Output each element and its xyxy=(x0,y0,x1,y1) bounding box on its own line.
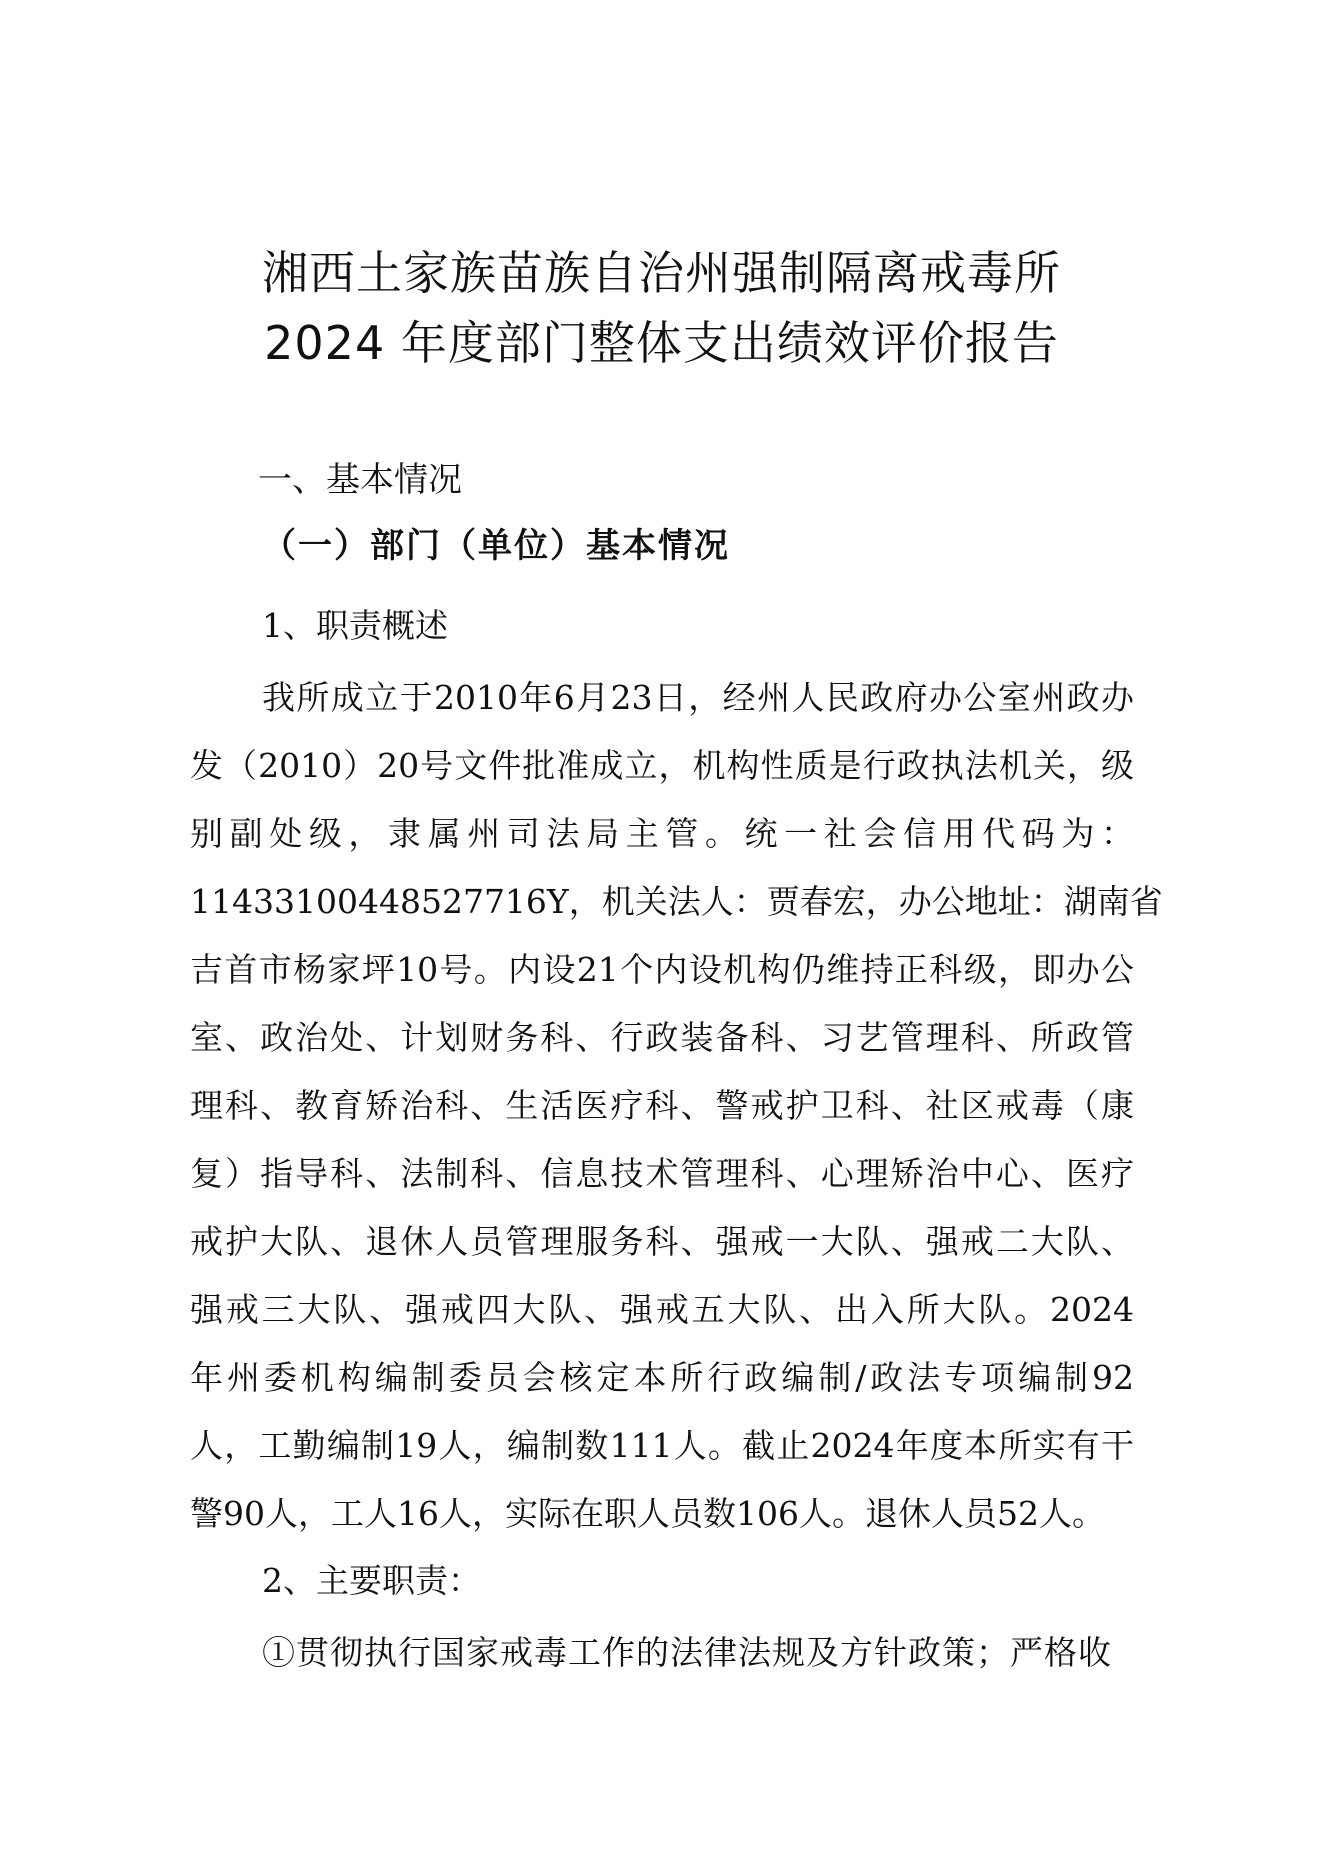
paragraph-line: 吉首市杨家坪10号。内设21个内设机构仍维持正科级，即办公 xyxy=(190,950,1134,989)
paragraph-line: 人，工勤编制19人，编制数111人。截止2024年度本所实有干 xyxy=(190,1426,1134,1465)
item-1-heading: 1、职责概述 xyxy=(262,606,448,645)
subsection-heading: （一）部门（单位）基本情况 xyxy=(262,526,730,566)
paragraph-line: 复）指导科、法制科、信息技术管理科、心理矫治中心、医疗 xyxy=(190,1154,1134,1193)
item-2-heading: 2、主要职责： xyxy=(262,1561,481,1600)
paragraph-line: 我所成立于2010年6月23日，经州人民政府办公室州政办 xyxy=(262,678,1134,717)
report-title-line-1: 湘西土家族苗族自治州强制隔离戒毒所 xyxy=(262,246,1061,300)
report-title-line-2: 2024 年度部门整体支出绩效评价报告 xyxy=(264,316,1059,370)
paragraph-line: 室、政治处、计划财务科、行政装备科、习艺管理科、所政管 xyxy=(190,1018,1134,1057)
paragraph-line: 11433100448527716Y，机关法人：贾春宏，办公地址：湖南省 xyxy=(190,882,1163,921)
paragraph-line: 警90人，工人16人，实际在职人员数106人。退休人员52人。 xyxy=(190,1494,1105,1533)
paragraph-line: 理科、教育矫治科、生活医疗科、警戒护卫科、社区戒毒（康 xyxy=(190,1086,1134,1125)
paragraph-line: 发（2010）20号文件批准成立，机构性质是行政执法机关，级 xyxy=(190,746,1134,785)
paragraph-line: 戒护大队、退休人员管理服务科、强戒一大队、强戒二大队、 xyxy=(190,1222,1134,1261)
paragraph-line: 年州委机构编制委员会核定本所行政编制/政法专项编制92 xyxy=(190,1358,1134,1397)
paragraph-line: 强戒三大队、强戒四大队、强戒五大队、出入所大队。2024 xyxy=(190,1290,1134,1329)
paragraph-line: 别副处级，隶属州司法局主管。统一社会信用代码为： xyxy=(190,814,1134,853)
section-heading: 一、基本情况 xyxy=(258,460,462,500)
duty-item-1: ①贯彻执行国家戒毒工作的法律法规及方针政策；严格收 xyxy=(262,1633,1112,1672)
